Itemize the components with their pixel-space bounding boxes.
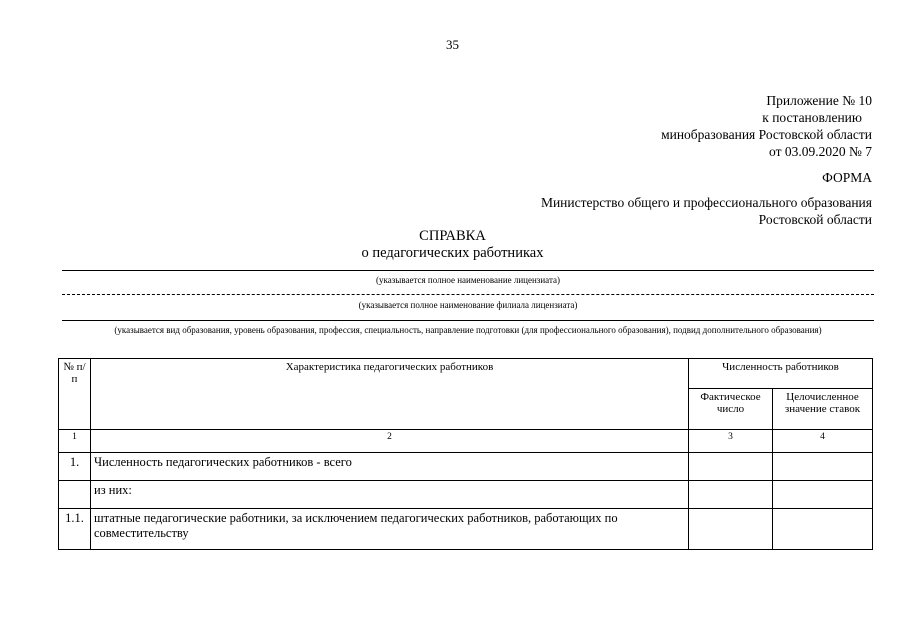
ministry-name	[541, 194, 872, 228]
page-number: 35	[446, 37, 459, 52]
row-number	[59, 481, 91, 509]
row-number: 1.1.	[59, 509, 91, 550]
appendix-header	[661, 92, 872, 160]
table-row	[59, 509, 873, 550]
education-hint: (указывается вид образования, уровень образования, профессия, специальность, направление подготовки (для профессионального образования), подвид дополнительного образования)	[114, 325, 822, 335]
header-whole: Целочисленное значение ставок	[773, 389, 873, 430]
col-number: 1	[59, 430, 91, 453]
row-actual-cell[interactable]	[689, 481, 773, 509]
row-whole-cell[interactable]	[773, 453, 873, 481]
header-num: № п/п	[59, 359, 91, 430]
document-title: СПРАВКА	[419, 228, 486, 244]
row-text: штатные педагогические работники, за исключением педагогических работников, работающих по совместительству	[91, 509, 689, 550]
row-text: Численность педагогических работников - всего	[91, 453, 689, 481]
appendix-line: от 03.09.2020 № 7	[769, 144, 872, 159]
ministry-line: Министерство общего и профессионального образования	[540, 195, 872, 210]
document-title-block	[0, 228, 905, 262]
table-row	[59, 481, 873, 509]
teachers-table	[58, 358, 873, 550]
row-text: из них:	[91, 481, 689, 509]
col-number: 3	[689, 430, 773, 453]
col-number: 2	[91, 430, 689, 453]
appendix-line: минобразования Ростовской области	[661, 127, 872, 142]
licensee-hint: (указывается полное наименование лицензиата)	[376, 275, 560, 285]
ministry-line: Ростовской области	[758, 212, 872, 227]
appendix-line: Приложение № 10	[766, 93, 872, 108]
col-number: 4	[773, 430, 873, 453]
header-actual: Фактическое число	[689, 389, 773, 430]
branch-hint: (указывается полное наименование филиала лицензиата)	[358, 300, 578, 310]
column-numbers-row	[59, 430, 873, 453]
appendix-line: к постановлению	[762, 110, 862, 125]
branch-name-line	[62, 294, 874, 295]
row-actual-cell[interactable]	[689, 509, 773, 550]
form-label: ФОРМА	[822, 170, 872, 185]
row-actual-cell[interactable]	[689, 453, 773, 481]
education-line	[62, 320, 874, 321]
document-subtitle: о педагогических работниках	[361, 245, 544, 261]
table-row	[59, 453, 873, 481]
header-characteristic: Характеристика педагогических работников	[91, 359, 689, 430]
header-count-group: Численность работников	[689, 359, 873, 389]
row-whole-cell[interactable]	[773, 481, 873, 509]
licensee-name-line	[62, 270, 874, 271]
row-number: 1.	[59, 453, 91, 481]
row-whole-cell[interactable]	[773, 509, 873, 550]
